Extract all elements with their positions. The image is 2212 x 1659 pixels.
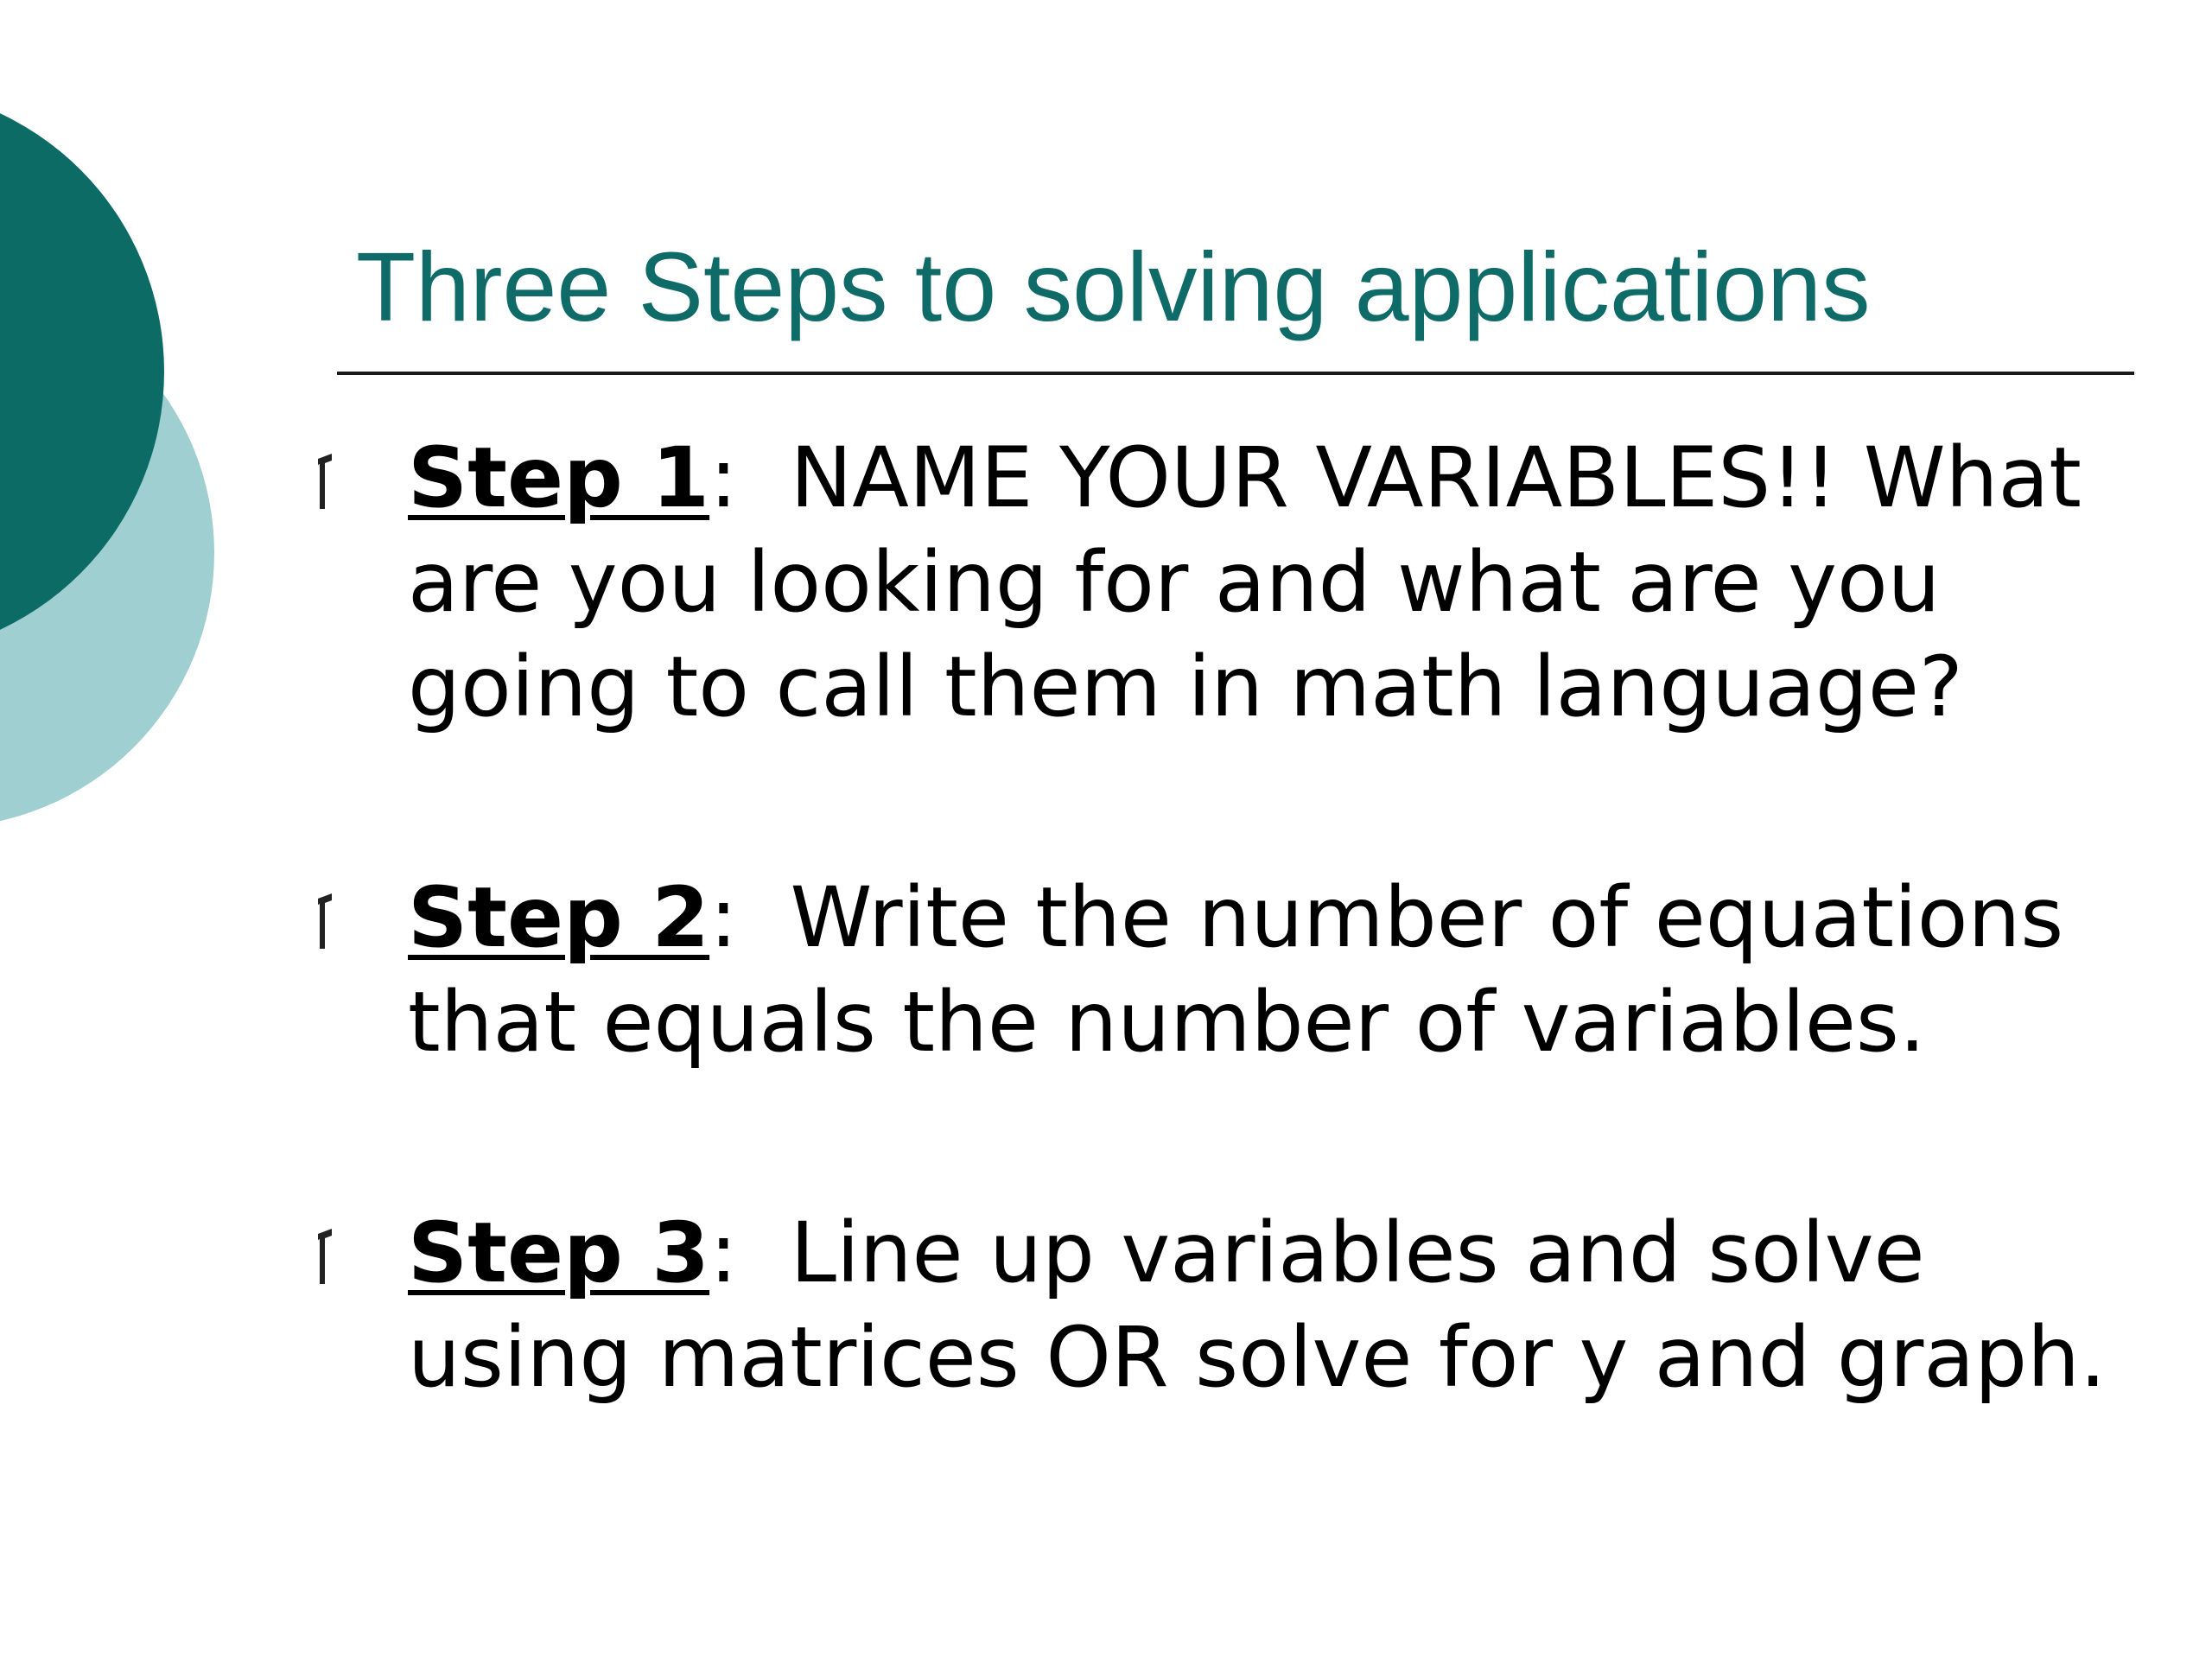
step-2-item bbox=[408, 866, 2171, 1075]
step-3-item bbox=[408, 1201, 2171, 1410]
step-2-text: Write the number of equations that equals the number of variables. bbox=[408, 869, 2064, 1071]
step-2-separator: : bbox=[709, 869, 791, 966]
step-3-text: Line up variables and solve using matrices OR solve for y and graph. bbox=[408, 1205, 2107, 1406]
step-2-label: Step 2 bbox=[408, 869, 710, 966]
step-1-text: NAME YOUR VARIABLES!! What are you looking for and what are you going to call them in math language? bbox=[408, 429, 2082, 735]
step-1-item bbox=[408, 426, 2171, 740]
decorative-circles bbox=[0, 0, 259, 899]
bullet-glyph-icon bbox=[315, 892, 335, 952]
step-1-label: Step 1 bbox=[408, 429, 710, 526]
slide-title: Three Steps to solving applications bbox=[356, 232, 1871, 341]
bullet-glyph-icon bbox=[315, 452, 335, 512]
bullet-glyph-icon bbox=[315, 1227, 335, 1287]
step-1-separator: : bbox=[709, 429, 791, 526]
step-3-separator: : bbox=[709, 1205, 791, 1301]
title-divider bbox=[337, 372, 2134, 375]
step-3-label: Step 3 bbox=[408, 1205, 710, 1301]
